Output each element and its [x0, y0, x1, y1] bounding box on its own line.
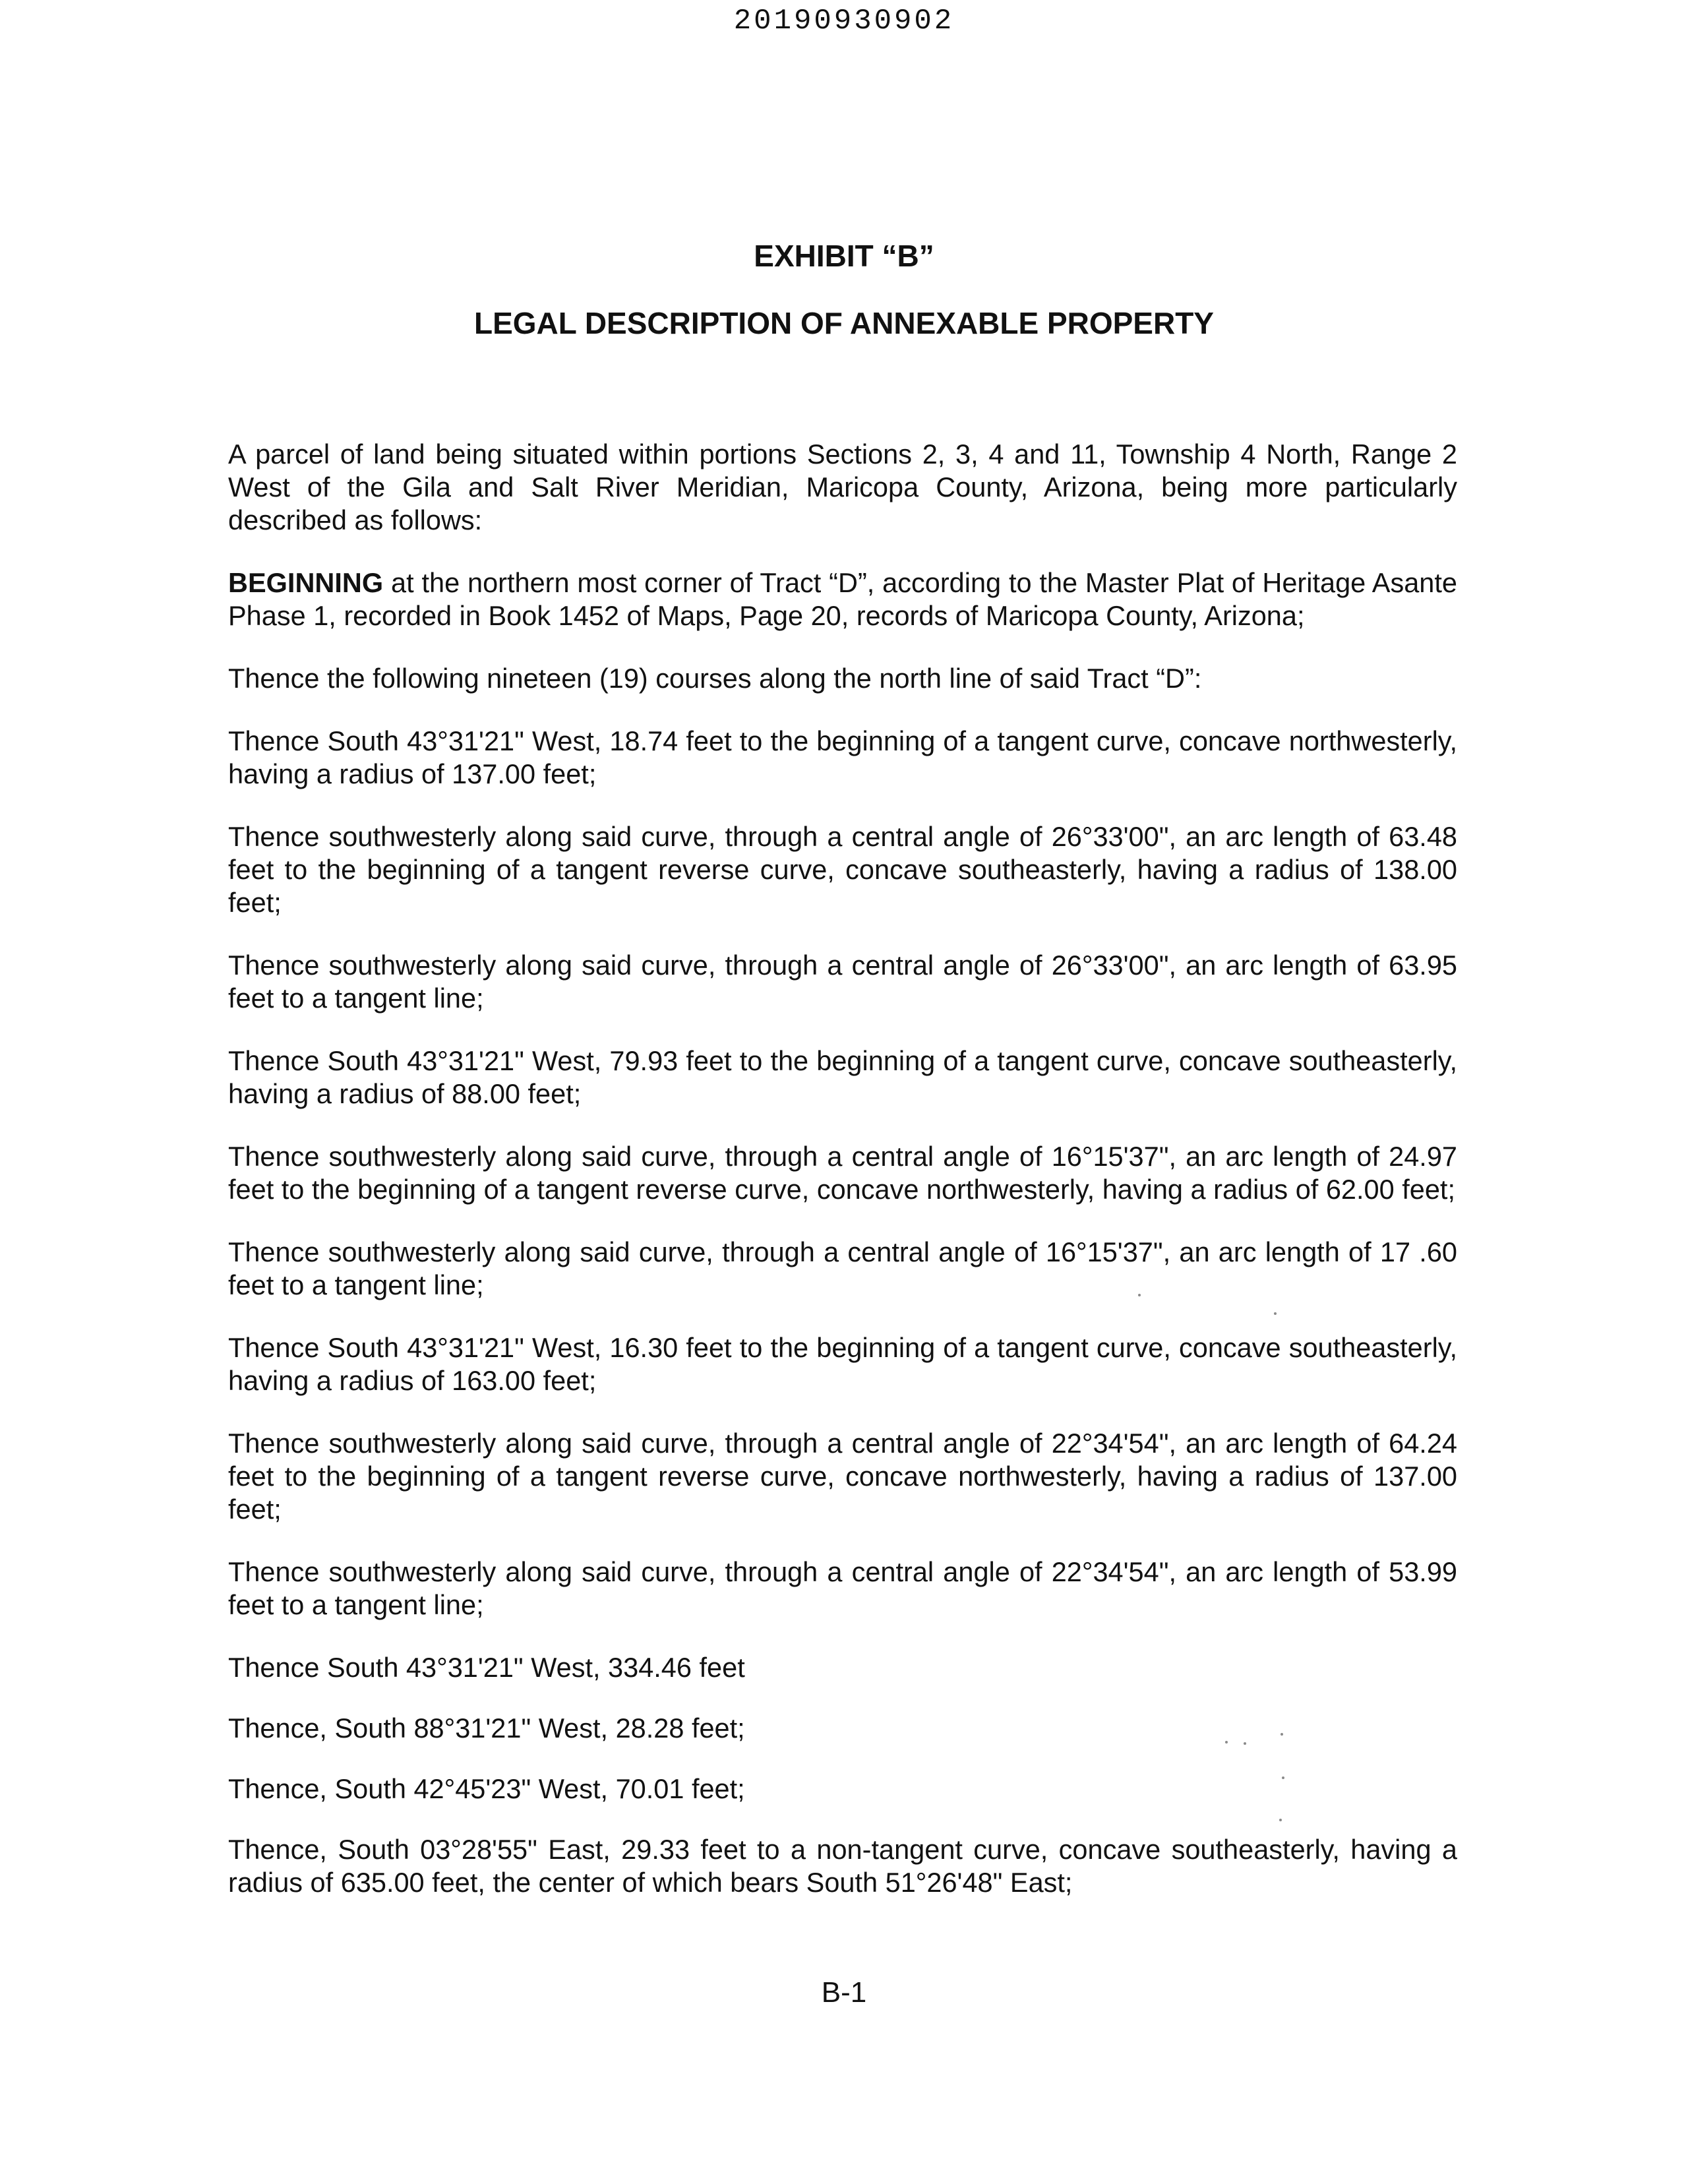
- course-paragraph: Thence, South 03°28'55" East, 29.33 feet to a non-tangent curve, concave southeasterly, having a radius of 635.00 feet, the center of which bears South 51°26'48" East;: [228, 1834, 1457, 1898]
- beginning-paragraph: [228, 566, 1457, 632]
- course-paragraph: Thence southwesterly along said curve, through a central angle of 22°34'54", an arc length of 64.24 feet to the beginning of a tangent reverse curve, concave northwesterly, having a radius of 137.00 feet;: [228, 1428, 1457, 1525]
- scan-speck: [1225, 1741, 1228, 1744]
- course-paragraph: Thence southwesterly along said curve, through a central angle of 16°15'37", an arc length of 17 .60 feet to a tangent line;: [228, 1236, 1457, 1300]
- scan-speck: [1281, 1733, 1283, 1736]
- scan-speck: [1282, 1776, 1284, 1779]
- course-paragraph: Thence southwesterly along said curve, through a central angle of 26°33'00", an arc length of 63.95 feet to a tangent line;: [228, 950, 1457, 1014]
- courses-intro: Thence the following nineteen (19) courses along the north line of said Tract “D”:: [228, 663, 1202, 694]
- course-paragraph: Thence, South 42°45'23" West, 70.01 feet;: [228, 1773, 745, 1804]
- course-paragraph: Thence southwesterly along said curve, through a central angle of 16°15'37", an arc length of 24.97 feet to the beginning of a tangent reverse curve, concave northwesterly, having a radius of 62.00 feet;: [228, 1141, 1457, 1205]
- scan-speck: [1274, 1312, 1277, 1315]
- scan-speck: [1279, 1819, 1282, 1821]
- scan-speck: [1138, 1294, 1141, 1296]
- scan-speck: [1244, 1742, 1246, 1745]
- beginning-text: at the northern most corner of Tract “D”, according to the Master Plat of Heritage Asante Phase 1, recorded in Book 1452 of Maps, Page 20, records of Maricopa County, Arizona;: [228, 567, 1457, 631]
- course-paragraph: Thence South 43°31'21" West, 16.30 feet to the beginning of a tangent curve, concave southeasterly, having a radius of 163.00 feet;: [228, 1332, 1457, 1396]
- course-paragraph: Thence South 43°31'21" West, 18.74 feet to the beginning of a tangent curve, concave northwesterly, having a radius of 137.00 feet;: [228, 725, 1457, 789]
- intro-paragraph: A parcel of land being situated within portions Sections 2, 3, 4 and 11, Township 4 North, Range 2 West of the Gila and Salt River Meridian, Maricopa County, Arizona, being more particularly described as follows:: [228, 439, 1457, 535]
- page-number: B-1: [821, 1976, 867, 2009]
- course-paragraph: Thence southwesterly along said curve, through a central angle of 22°34'54", an arc length of 53.99 feet to a tangent line;: [228, 1556, 1457, 1620]
- legal-description-body: [228, 438, 1457, 1899]
- course-paragraph: Thence, South 88°31'21" West, 28.28 feet;: [228, 1713, 745, 1744]
- course-paragraph: Thence South 43°31'21" West, 334.46 feet: [228, 1652, 745, 1683]
- exhibit-title: EXHIBIT “B”: [754, 239, 934, 273]
- course-paragraph: Thence South 43°31'21" West, 79.93 feet to the beginning of a tangent curve, concave southeasterly, having a radius of 88.00 feet;: [228, 1045, 1457, 1109]
- beginning-lead: BEGINNING: [228, 567, 384, 598]
- recording-number: 20190930902: [733, 5, 955, 38]
- course-paragraph: Thence southwesterly along said curve, through a central angle of 26°33'00", an arc length of 63.48 feet to the beginning of a tangent reverse curve, concave southeasterly, having a radius of 138.00 feet;: [228, 821, 1457, 918]
- exhibit-subtitle: LEGAL DESCRIPTION OF ANNEXABLE PROPERTY: [474, 306, 1214, 340]
